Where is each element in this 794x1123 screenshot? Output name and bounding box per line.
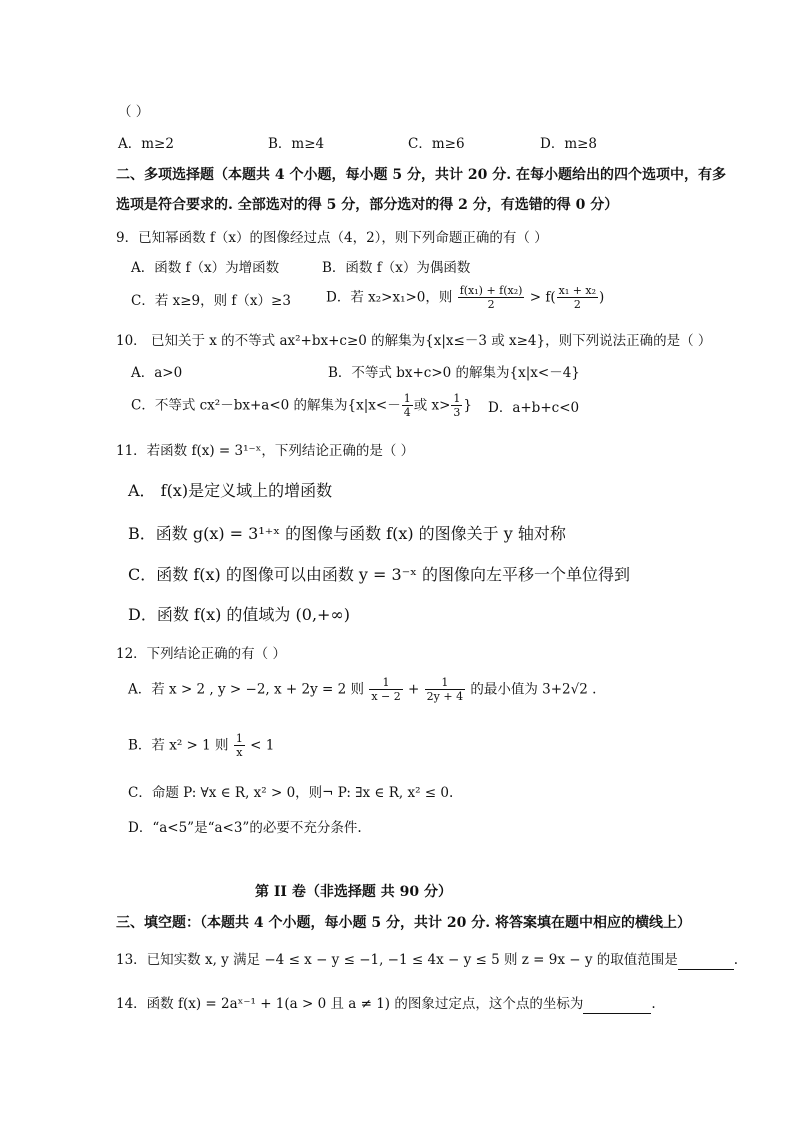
q10-option-c bbox=[131, 392, 472, 419]
q8-answer-bracket: （ ） bbox=[118, 104, 150, 120]
q14-period: . bbox=[651, 996, 656, 1012]
part2-title: 第 II 卷（非选择题 共 90 分） bbox=[255, 884, 452, 900]
q10-option-c-fraction-1 bbox=[402, 392, 413, 419]
q8-option-c: C．m≥6 bbox=[408, 136, 465, 152]
q14-text: 14．函数 f(x) = 2aˣ⁻¹ + 1(a > 0 且 a ≠ 1) 的图象过定点，这个点的坐标为 bbox=[116, 996, 584, 1012]
q12-option-a bbox=[128, 676, 596, 703]
fraction-numerator: 1 bbox=[453, 392, 461, 405]
q13-period: . bbox=[733, 952, 739, 968]
q9-option-d-lead: D．若 x₂>x₁>0，则 bbox=[326, 289, 453, 306]
fraction-denominator: 3 bbox=[453, 406, 461, 419]
q12-option-a-plus: + bbox=[408, 681, 420, 698]
fraction-denominator: 2y + 4 bbox=[426, 690, 464, 703]
q10-option-c-close: } bbox=[463, 397, 473, 414]
q9-option-a: A．函数 f（x）为增函数 bbox=[131, 260, 280, 276]
section2-heading-line2: 选项是符合要求的. 全部选对的得 5 分，部分选对的得 2 分，有选错的得 0 分） bbox=[116, 197, 619, 213]
q8-option-d: D．m≥8 bbox=[540, 136, 598, 152]
q11-option-b: B．函数 g(x) = 3¹⁺ˣ 的图像与函数 f(x) 的图像关于 y 轴对称 bbox=[128, 524, 566, 543]
fraction-denominator: x − 2 bbox=[371, 690, 401, 703]
q12-option-a-fraction-1 bbox=[369, 676, 402, 703]
fraction-denominator: 4 bbox=[403, 406, 411, 419]
q12-option-a-fraction-2 bbox=[425, 676, 465, 703]
fraction-numerator: 1 bbox=[425, 676, 465, 690]
section2-heading-line1: 二、多项选择题（本题共 4 个小题，每小题 5 分，共计 20 分. 在每小题给出的四个选项中，有多 bbox=[116, 167, 726, 183]
q14-answer-blank[interactable] bbox=[583, 997, 651, 1014]
q11-option-d: D．函数 f(x) 的值域为 (0,+∞) bbox=[128, 605, 351, 624]
q12-option-b-lead: B．若 x² > 1 则 bbox=[128, 737, 229, 754]
q13-line bbox=[116, 950, 738, 970]
q14-line bbox=[116, 994, 656, 1014]
q10-option-b: B．不等式 bx+c>0 的解集为{x|x<－4} bbox=[328, 365, 580, 381]
q9-option-b: B．函数 f（x）为偶函数 bbox=[322, 260, 471, 276]
q12-option-a-lead: A．若 x > 2 , y > −2, x + 2y = 2 则 bbox=[128, 681, 365, 698]
q9-option-d-fraction-left bbox=[458, 284, 525, 311]
fraction-numerator: x₁ + x₂ bbox=[558, 284, 597, 297]
q9-option-d-compare: > f( bbox=[529, 289, 556, 306]
q10-option-a: A．a>0 bbox=[131, 365, 183, 381]
section3-heading: 三、填空题：（本题共 4 个小题，每小题 5 分，共计 20 分. 将答案填在题中相应的横线上） bbox=[116, 915, 691, 931]
q10-option-c-fraction-2 bbox=[451, 392, 462, 419]
fraction-denominator: 2 bbox=[487, 298, 495, 311]
q8-option-b: B．m≥4 bbox=[268, 136, 325, 152]
q10-stem: 10． 已知关于 x 的不等式 ax²+bx+c≥0 的解集为{x|x≤－3 或 x≥4}，则下列说法正确的是（ ） bbox=[116, 333, 712, 349]
fraction-numerator: 1 bbox=[403, 392, 411, 405]
q9-option-d bbox=[326, 284, 604, 311]
q11-option-c: C．函数 f(x) 的图像可以由函数 y = 3⁻ˣ 的图像向左平移一个单位得到 bbox=[128, 565, 631, 584]
q13-text: 13．已知实数 x, y 满足 −4 ≤ x − y ≤ −1, −1 ≤ 4x − y ≤ 5 则 z = 9x − y 的取值范围是 bbox=[116, 952, 678, 968]
q9-option-d-close: ) bbox=[599, 289, 605, 306]
q12-option-b-fraction bbox=[234, 732, 245, 759]
q11-stem: 11．若函数 f(x) = 3¹⁻ˣ，下列结论正确的是（ ） bbox=[116, 443, 415, 459]
q12-option-d: D．“a<5”是“a<3”的必要不充分条件. bbox=[128, 820, 362, 836]
q12-option-b-tail: < 1 bbox=[250, 737, 275, 754]
q9-stem: 9．已知幂函数 f（x）的图像经过点（4，2），则下列命题正确的有（ ） bbox=[116, 230, 548, 246]
q12-stem: 12．下列结论正确的有（ ） bbox=[116, 646, 286, 662]
q12-option-c: C．命题 P: ∀x ∈ R, x² > 0，则¬ P: ∃x ∈ R, x² ≤ 0. bbox=[128, 785, 454, 801]
q10-option-c-mid: 或 x> bbox=[413, 397, 451, 414]
fraction-denominator: x bbox=[236, 746, 243, 759]
q8-option-a: A．m≥2 bbox=[118, 136, 174, 152]
q10-option-c-lead: C．不等式 cx²－bx+a<0 的解集为{x|x<－ bbox=[131, 397, 401, 414]
q13-answer-blank[interactable] bbox=[678, 953, 734, 970]
fraction-numerator: 1 bbox=[369, 676, 402, 690]
fraction-numerator: f(x₁) + f(x₂) bbox=[459, 284, 523, 297]
q10-option-d: D．a+b+c<0 bbox=[488, 400, 580, 416]
q12-option-b bbox=[128, 732, 274, 759]
q11-option-a: A． f(x)是定义域上的增函数 bbox=[128, 481, 333, 500]
q9-option-c: C．若 x≥9，则 f（x）≥3 bbox=[131, 293, 291, 309]
fraction-denominator: 2 bbox=[573, 298, 581, 311]
fraction-numerator: 1 bbox=[235, 732, 243, 745]
q12-option-a-tail: 的最小值为 3+2√2 . bbox=[470, 681, 597, 698]
q9-option-d-fraction-right bbox=[557, 284, 598, 311]
